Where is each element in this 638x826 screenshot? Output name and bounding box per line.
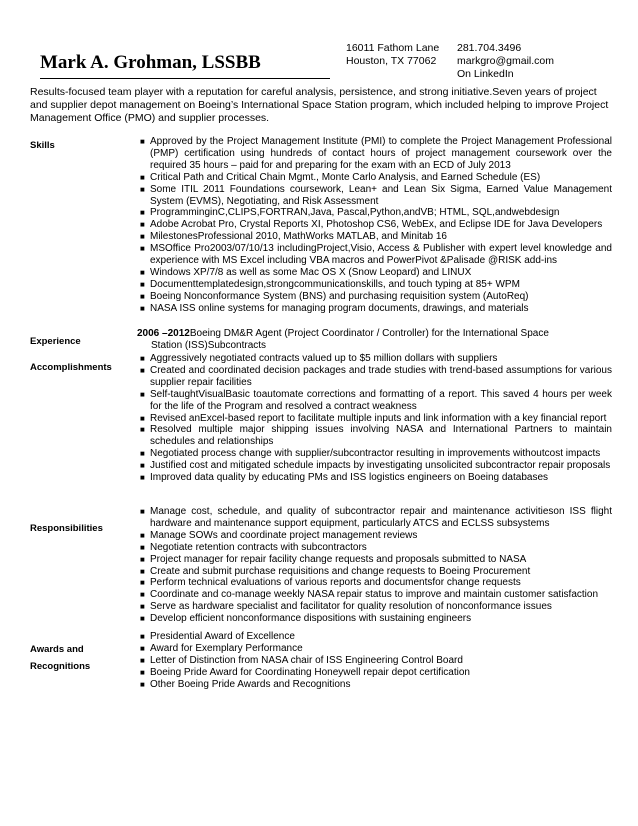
contact-block: [457, 42, 554, 81]
experience-heading: Experience: [30, 336, 81, 347]
list-item: [137, 506, 612, 530]
list-item: [137, 472, 612, 484]
list-item-text: Negotiate retention contracts with subcontractors: [150, 541, 367, 553]
accomplishments-heading: Accomplishments: [30, 362, 112, 373]
bullet-icon: ■: [140, 632, 145, 641]
bullet-icon: ■: [140, 244, 145, 254]
skills-heading: Skills: [30, 140, 55, 151]
bullet-icon: ■: [140, 449, 145, 459]
bullet-icon: ■: [140, 208, 145, 218]
list-item-text: Manage cost, schedule, and quality of subcontractor repair and maintenance activitieson ISS flight hardware and maintenance support equipment, particularly ATCS and ECLSS subsystems: [150, 506, 612, 529]
list-item-text: Adobe Acrobat Pro, Crystal Reports XI, Photoshop CS6, WebEx, and Eclipse IDE for Java Developers: [150, 219, 603, 231]
awards-heading-line-2: Recognitions: [30, 661, 91, 672]
list-item: [137, 601, 612, 613]
list-item-text: Manage SOWs and coordinate project management reviews: [150, 529, 418, 541]
responsibilities-list: [137, 506, 612, 625]
list-item: [137, 365, 612, 389]
bullet-icon: ■: [140, 184, 145, 194]
bullet-icon: ■: [140, 425, 145, 435]
awards-list: [137, 631, 612, 691]
list-item-text: Other Boeing Pride Awards and Recognitions: [150, 678, 351, 690]
bullet-icon: ■: [140, 542, 145, 552]
bullet-icon: ■: [140, 473, 145, 483]
linkedin-link[interactable]: On LinkedIn: [457, 68, 514, 80]
job-title: Boeing DM&R Agent (Project Coordinator / Controller) for the International Space: [189, 328, 549, 339]
list-item-text: MilestonesProfessional 2010, MathWorks MATLAB, and Minitab 16: [150, 231, 447, 243]
list-item-text: Presidential Award of Excellence: [150, 631, 295, 642]
list-item: [137, 424, 612, 448]
bullet-icon: ■: [140, 365, 145, 375]
address-block: [346, 42, 439, 68]
bullet-icon: ■: [140, 279, 145, 289]
bullet-icon: ■: [140, 679, 145, 689]
list-item-text: Revised anExcel-based report to facilitate multiple inputs and link information with a key financial report: [150, 412, 607, 424]
bullet-icon: ■: [140, 614, 145, 624]
list-item: [137, 530, 612, 542]
list-item-text: Project manager for repair facility change requests and proposals submitted to NASA: [150, 553, 527, 565]
list-item-text: MSOffice Pro2003/07/10/13 includingProject,Visio, Access & Publisher with expert level knowledge and experience with MS Excel including VBA macros and PowerPivot &Palisade @RISK add-ins: [150, 243, 612, 267]
awards-heading: [30, 641, 90, 675]
job-dates: 2006 –2012: [137, 328, 190, 339]
list-item-text: Created and coordinated decision packages and trade studies with trend-based assumptions for various supplier repair facilities: [150, 364, 612, 388]
bullet-icon: ■: [140, 578, 145, 588]
list-item: [137, 303, 612, 315]
bullet-icon: ■: [140, 389, 145, 399]
list-item-text: Coordinate and co-manage weekly NASA repair status to improve and maintain customer satisfaction: [150, 589, 599, 601]
list-item-text: Negotiated process change with supplier/subcontractor resulting in improvements withoutcost impacts: [150, 448, 601, 460]
list-item-text: Resolved multiple major shipping issues involving NASA and International Partners to maintain schedules and relationships: [150, 424, 612, 448]
list-item: [137, 655, 612, 667]
list-item-text: Perform technical evaluations of various reports and documentsfor change requests: [150, 577, 521, 589]
list-item-text: Self-taughtVisualBasic toautomate corrections and formatting of a report. This saved 4 hours per week for the life of the Program and resolved a contract weakness: [150, 388, 612, 412]
bullet-icon: ■: [140, 172, 145, 182]
list-item-text: Serve as hardware specialist and facilitator for quality resolution of nonconformance issues: [150, 601, 552, 613]
list-item: [137, 389, 612, 413]
list-item: [137, 243, 612, 267]
list-item-text: Approved by the Project Management Institute (PMI) to complete the Project Management Professional (PMP) certification using hundreds of contact hours of project management coursework over the required 35 hours – paid for and preparing for the exam with an ECD of July 2013: [150, 136, 612, 171]
list-item: [137, 679, 612, 691]
list-item: [137, 577, 612, 589]
list-item-text: Improved data quality by educating PMs and ISS logistics engineers on Boeing databases: [150, 472, 549, 484]
list-item-text: Aggressively negotiated contracts valued up to $5 million dollars with suppliers: [150, 353, 498, 364]
list-item-text: Windows XP/7/8 as well as some Mac OS X (Snow Leopard) and LINUX: [150, 266, 472, 278]
skills-list: [137, 136, 612, 315]
list-item-text: Letter of Distinction from NASA chair of ISS Engineering Control Board: [150, 654, 463, 666]
bullet-icon: ■: [140, 530, 145, 540]
bullet-icon: ■: [140, 413, 145, 423]
list-item: [137, 279, 612, 291]
bullet-icon: ■: [140, 267, 145, 277]
bullet-icon: ■: [140, 232, 145, 242]
bullet-icon: ■: [140, 291, 145, 301]
list-item-text: Some ITIL 2011 Foundations coursework, Lean+ and Lean Six Sigma, Earned Value Management System (EVMS), Negotiating, and Risk Assessment: [150, 183, 612, 207]
bullet-icon: ■: [140, 461, 145, 471]
address-line-2: Houston, TX 77062: [346, 55, 437, 67]
list-item-text: Boeing Pride Award for Coordinating Honeywell repair depot certification: [150, 666, 470, 678]
address-line-1: 16011 Fathom Lane: [346, 42, 440, 54]
list-item: [137, 566, 612, 578]
bullet-icon: ■: [140, 354, 145, 363]
list-item: [137, 136, 612, 172]
list-item-text: NASA ISS online systems for managing program documents, drawings, and materials: [150, 302, 529, 314]
list-item: [137, 448, 612, 460]
list-item: [137, 291, 612, 303]
candidate-name: Mark A. Grohman, LSSBB: [40, 52, 330, 79]
job-title-line: [137, 328, 612, 340]
job-title-line-2: Station (ISS)Subcontracts: [151, 339, 267, 351]
accomplishments-list: [137, 353, 612, 484]
bullet-icon: ■: [140, 507, 145, 516]
bullet-icon: ■: [140, 602, 145, 612]
bullet-icon: ■: [140, 566, 145, 576]
list-item-text: Award for Exemplary Performance: [150, 642, 303, 654]
list-item-text: Documenttemplatedesign,strongcommunicationskills, and touch typing at 85+ WPM: [150, 278, 520, 290]
list-item-text: Develop efficient nonconformance dispositions with sustaining engineers: [150, 613, 472, 625]
bullet-icon: ■: [140, 655, 145, 665]
list-item-text: Justified cost and mitigated schedule impacts by investigating unsolicited subcontractor repair proposals: [150, 460, 611, 472]
bullet-icon: ■: [140, 220, 145, 230]
list-item: [137, 231, 612, 243]
bullet-icon: ■: [140, 137, 145, 146]
list-item: [137, 413, 612, 425]
phone-number: 281.704.3496: [457, 42, 522, 54]
list-item: [137, 643, 612, 655]
list-item-text: ProgramminginC,CLIPS,FORTRAN,Java, Pascal,Python,andVB; HTML, SQL,andwebdesign: [150, 207, 560, 219]
bullet-icon: ■: [140, 303, 145, 313]
list-item: [137, 554, 612, 566]
list-item: [137, 184, 612, 208]
list-item: [137, 667, 612, 679]
list-item-text: Create and submit purchase requisitions and change requests to Boeing Procurement: [150, 565, 531, 577]
responsibilities-heading: Responsibilities: [30, 523, 103, 534]
list-item-text: Critical Path and Critical Chain Mgmt., Monte Carlo Analysis, and Earned Schedule (ES): [150, 171, 541, 183]
list-item: [137, 631, 612, 643]
bullet-icon: ■: [140, 554, 145, 564]
bullet-icon: ■: [140, 590, 145, 600]
bullet-icon: ■: [140, 643, 145, 653]
list-item: [137, 460, 612, 472]
experience-entry: [137, 328, 612, 352]
list-item: [137, 219, 612, 231]
list-item: [137, 172, 612, 184]
list-item: [137, 267, 612, 279]
summary-paragraph: Results-focused team player with a reputation for careful analysis, persistence, and strong initiative.Seven years of project and supplier depot management on Boeing’s International Space Station program, which included helping to improve Project Management Office (PMO) and supplier processes.: [30, 86, 609, 124]
email-address: markgro@gmail.com: [457, 55, 555, 67]
list-item: [137, 353, 612, 365]
list-item: [137, 207, 612, 219]
list-item-text: Boeing Nonconformance System (BNS) and purchasing requisition system (AutoReq): [150, 290, 529, 302]
list-item: [137, 589, 612, 601]
list-item: [137, 613, 612, 625]
list-item: [137, 542, 612, 554]
awards-heading-line-1: Awards and: [30, 644, 84, 655]
bullet-icon: ■: [140, 667, 145, 677]
